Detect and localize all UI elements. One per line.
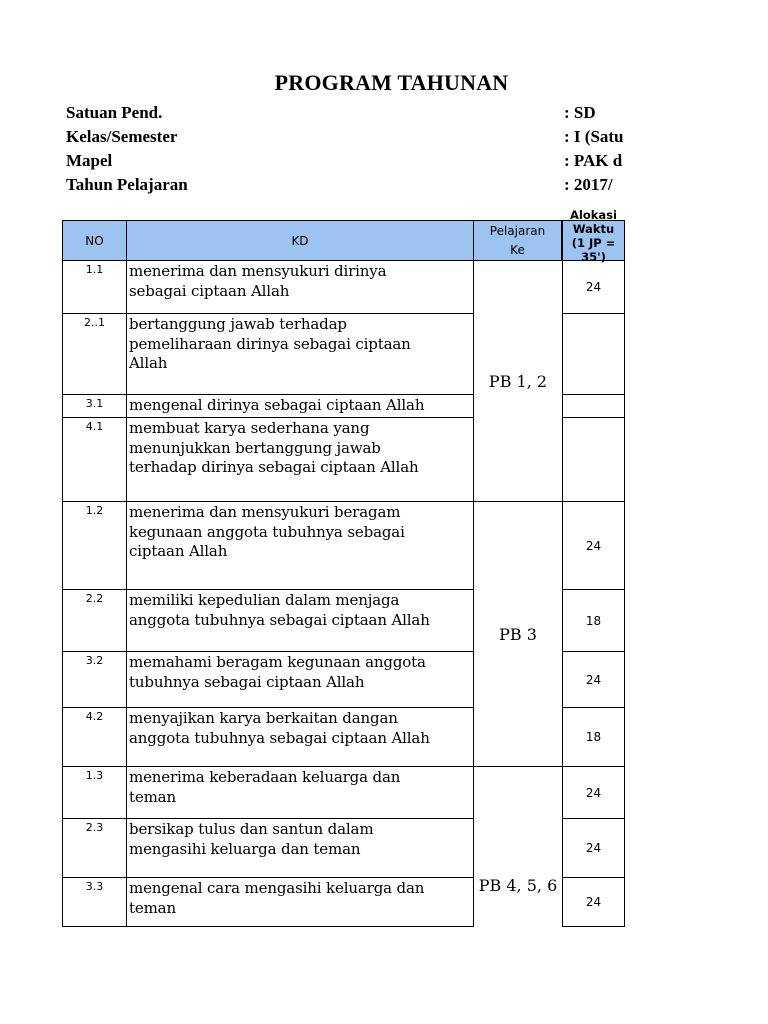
row-kd [126,417,474,502]
header-alokasi [563,208,624,264]
row-no: 2..1 [62,313,127,395]
meta-label-kelas: Kelas/Semester [66,127,178,146]
kd-line: mengasihi keluarga dan teman [129,839,361,858]
pelajaran-group-1: PB 1, 2 [473,260,563,502]
header-pelajaran-ke-line1: Pelajaran [489,224,546,238]
row-alokasi: 24 [562,501,625,590]
kd-line: ciptaan Allah [129,542,228,560]
row-alokasi: 18 [562,589,625,652]
row-no: 3.1 [62,394,127,418]
row-no: 3.3 [62,877,127,927]
row-no: 4.2 [62,707,127,767]
header-pelajaran-ke [473,220,562,261]
row-kd [126,260,474,314]
pelajaran-group-3: PB 4, 5, 6 [478,876,558,895]
header-alokasi-line4: 35') [581,250,606,264]
kd-line: teman [129,787,176,806]
row-alokasi: 24 [562,260,625,314]
row-kd [126,501,474,590]
meta-value-mapel: : PAK d [564,151,623,170]
header-alokasi-line1: Alokasi [570,208,617,222]
row-alokasi: 24 [562,766,625,819]
row-alokasi [562,313,625,395]
meta-label-tahun: Tahun Pelajaran [66,175,188,194]
kd-line: mengenal cara mengasihi keluarga dan [129,879,425,897]
kd-line: bersikap tulus dan santun dalam [129,820,374,838]
kd-line: kegunaan anggota tubuhnya sebagai [129,522,405,541]
kd-line: menerima dan mensyukuri beragam [129,503,401,521]
row-no: 4.1 [62,417,127,502]
header-no: NO [62,220,127,261]
row-alokasi: 24 [562,818,625,878]
kd-line: anggota tubuhnya sebagai ciptaan Allah [129,728,430,747]
row-alokasi: 24 [562,877,625,927]
meta-label-mapel: Mapel [66,151,113,170]
row-alokasi: 24 [562,651,625,708]
row-alokasi: 18 [562,707,625,767]
meta-label-satuan: Satuan Pend. [66,103,163,122]
row-no: 1.3 [62,766,127,819]
kd-line: menerima dan mensyukuri dirinya [129,262,387,280]
row-alokasi [562,394,625,418]
kd-line: tubuhnya sebagai ciptaan Allah [129,672,365,691]
header-kd: KD [126,220,474,261]
kd-line: pemeliharaan dirinya sebagai ciptaan [129,334,411,353]
kd-line: menerima keberadaan keluarga dan [129,768,401,786]
header-pelajaran-ke-line2: Ke [510,243,525,257]
kd-line: membuat karya sederhana yang [129,419,370,437]
kd-line: sebagai ciptaan Allah [129,281,290,300]
kd-line: menyajikan karya berkaitan dangan [129,709,398,727]
header-alokasi-line3: (1 JP = [571,236,616,250]
kd-line: teman [129,898,176,917]
kd-line: Allah [129,354,168,372]
meta-value-tahun: : 2017/ [564,175,613,194]
pelajaran-group-2: PB 3 [473,501,563,767]
kd-line: memiliki kepedulian dalam menjaga [129,591,400,609]
row-kd [126,877,474,927]
row-no: 1.1 [62,260,127,314]
row-kd [126,651,474,708]
header-alokasi-line2: Waktu [572,222,615,236]
row-no: 3.2 [62,651,127,708]
row-kd [126,394,474,418]
row-no: 1.2 [62,501,127,590]
kd-line: bertanggung jawab terhadap [129,315,347,333]
row-kd [126,313,474,395]
row-kd [126,707,474,767]
meta-value-kelas: : I (Satu [564,127,624,146]
row-kd [126,589,474,652]
kd-line: anggota tubuhnya sebagai ciptaan Allah [129,610,430,629]
row-no: 2.3 [62,818,127,878]
page-title: PROGRAM TAHUNAN [274,70,509,95]
kd-line: mengenal dirinya sebagai ciptaan Allah [129,396,425,414]
row-kd [126,818,474,878]
row-no: 2.2 [62,589,127,652]
meta-value-satuan: : SD [564,103,596,122]
row-alokasi [562,417,625,502]
kd-line: terhadap dirinya sebagai ciptaan Allah [129,458,419,476]
row-kd [126,766,474,819]
kd-line: menunjukkan bertanggung jawab [129,438,381,457]
kd-line: memahami beragam kegunaan anggota [129,653,426,671]
